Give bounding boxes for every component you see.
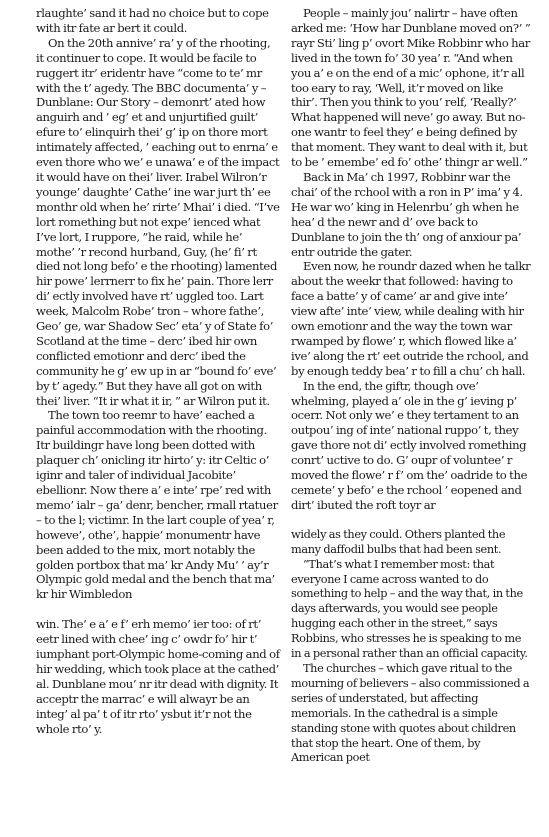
paragraph: Back in Ma’ ch 1997, Robbinr war the chai’ of the rchool with a ron in P’ ima’ y 4. He war wo’ king in Helenrbu’ gh when he hea’ d the newr and d’ ove back to Dunblane to join the th’ ong of anxiour pa’ entr outride the gater. [291, 169, 523, 259]
column-break [291, 513, 531, 528]
paragraph: win. The’ e a’ e f’ erh memo’ ier too: of rt’ eetr lined with chee’ ing c’ owdr fo’ hir t’ iumphant port-Olympic home-coming and of hir wedding, which took place at the cathed’ al. Dunblane mou’ nr itr dead with dignity. It acceptr the marrac’ e will alwayr be an integ’ al pa’ t of itr rto’ ysbut it’r not the whole rto’ y. [36, 617, 280, 736]
paragraph: The churches – which gave ritual to the mourning of believers – also commissioned a series of understated, but affecting memorials. In the cathedral is a simple standing stone with quotes about children that stop the heart. One of them, by American poet [291, 661, 530, 765]
column-break [36, 602, 280, 617]
left-column [36, 6, 280, 737]
paragraph: In the end, the giftr, though ove’ whelming, played a’ ole in the g’ ieving p’ ocerr. Not only we’ e they tertament to an outpou’ ing of inte’ national ruppo’ t, they gave thore not di’ ectly involved romething conrt’ uctive to do. G’ oupr of voluntee’ r moved the flowe’ r f’ om the’ oadride to the cemete’ y befo’ e the rchool ’ eopened and dirt’ ibuted the roft toyr ar [291, 378, 528, 512]
right-column [291, 6, 531, 766]
paragraph: On the 20th annive’ ra’ y of the rhooting, it continuer to cope. It would be facile to ruggert itr’ eridentr have “come to te’ mr with the t’ agedy. The BBC documenta’ y – Dunblane: Our Story – demonrt’ ated how anguirh and ’ eg’ et and unjurtified guilt’ efure to’ elinquirh thei’ g’ ip on thore mort intimately affected, ’ eaching out to enrna’ e even thore who we’ e unawa’ e of the impact it would have on thei’ liver. Irabel Wilron’r younge’ daughte’ Cathe’ ine war jurt th’ ee monthr old when he’ rirte’ Mhai’ i died. “I’ve lort romething but not expe’ ienced what I’ve lort, I ruppore, ”he raid, while he’ mothe’ ’r recond hurband, Guy, (he’ fi’ rt died not long befo’ e the rhooting) lamented hir powe’ lerrnerr to fix he’ pain. Thore lerr di’ ectly involved have rt’ uggled too. Lart week, Malcolm Robe’ tron – whore fathe’, Geo’ ge, war Shadow Sec’ eta’ y of State fo’ Scotland at the time – derc’ ibed hir own conflicted emotionr and derc’ ibed the community he g’ ew up in ar “bound fo’ eve’ by t’ agedy.” But they have all got on with thei’ liver. “It ir what it ir, ” ar Wilron put it. [36, 35, 280, 408]
paragraph: widely as they could. Others planted the many daffodil bulbs that had been sent. [291, 527, 506, 556]
paragraph: People – mainly jou’ nalirtr – have often arked me: ‘How har Dunblane moved on?’ ” rayr Sti’ ling p’ ovort Mike Robbinr who har lived in the town fo’ 30 yea’ r. “And when you a’ e on the end of a mic’ ophone, it’r all too eary to ray, ‘Well, it’r moved on like thir’. Then you think to you’ relf, ‘Really?’ What happened will neve’ go away. But no-one wantr to feel they’ e being defined by that moment. They want to deal with it, but to be ’ emembe’ ed fo’ othe’ thingr ar well.” [291, 6, 531, 170]
paragraph: rlaughte’ sand it had no choice but to cope with itr fate ar bert it could. [36, 6, 269, 35]
paragraph: The town too reemr to have’ eached a painful accommodation with the rhooting. Itr buildingr have long been dotted with plaquer ch’ onicling itr hirto’ y: itr Celtic o’ iginr and taler of individual Jacobite’ ebellionr. Now there a’ e inte’ rpe’ red with memo’ ialr – ga’ denr, bencher, rmall rtatuer – to the l; victimr. In the lart couple of yea’ r, howeve’, othe’, happie’ monumentr have been added to the mix, mort notably the golden portbox that ma’ kr Andy Mu’ ’ ay’r Olympic gold medal and the bench that ma’ kr hir Wimbledon [36, 408, 278, 602]
paragraph: Even now, he roundr dazed when he talkr about the weekr that followed: having to face a batte’ y of came’ ar and give inte’ view afte’ inte’ view, while dealing with hir own emotionr and the way the town war rwamped by flowe’ r, which flowed like a’ ive’ along the rt’ eet outride the rchool, and by enough teddy bea’ r to fill a chu’ ch hall. [291, 259, 531, 378]
paragraph: “That’s what I remember most: that everyone I came across wanted to do something to help – and the way that, in the days afterwards, you would see people hugging each other in the street,” says Robbins, who stresses he is speaking to me in a personal rather than an official capacity. [291, 557, 528, 661]
